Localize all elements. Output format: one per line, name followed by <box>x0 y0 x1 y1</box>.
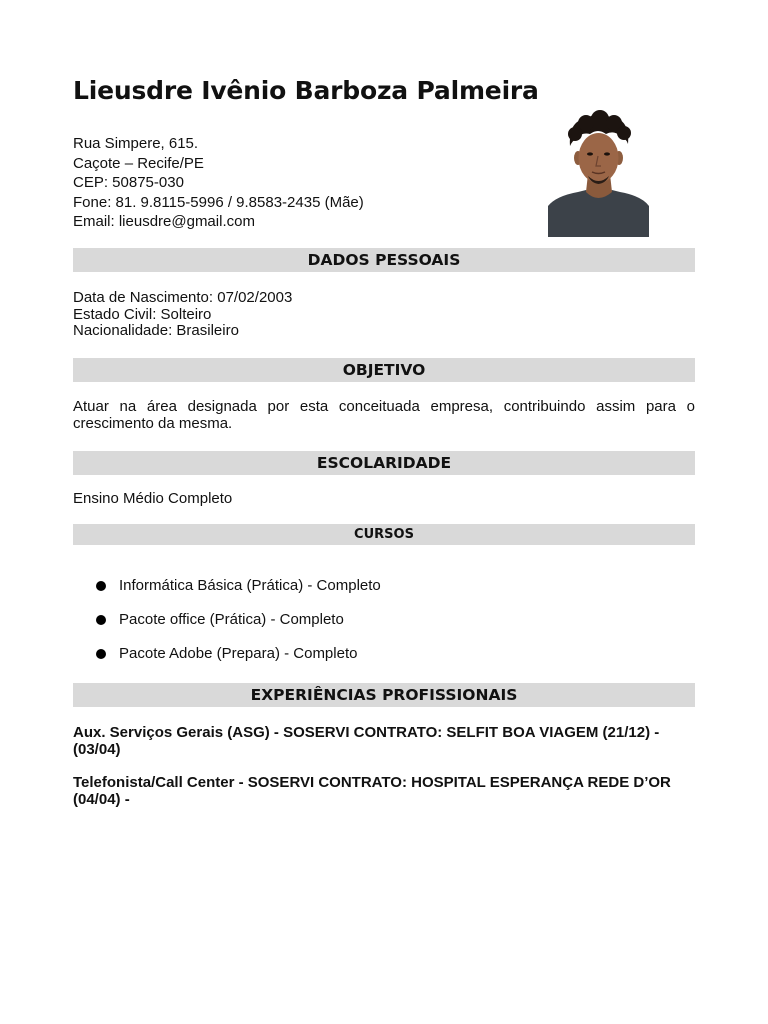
phone: Fone: 81. 9.8115-5996 / 9.8583-2435 (Mãe) <box>73 193 364 211</box>
personal-data <box>73 290 292 340</box>
email: Email: lieusdre@gmail.com <box>73 213 255 230</box>
course-label: Pacote office (Prática) - Completo <box>119 610 344 628</box>
address-line-1: Rua Simpere, 615. <box>73 135 199 152</box>
section-title-cursos: CURSOS <box>73 524 695 545</box>
address-line-2: Caçote – Recife/PE <box>73 154 204 172</box>
bullet-icon <box>96 581 106 591</box>
objective-text: Atuar na área designada por esta conceituada empresa, contribuindo assim para o crescimento da mesma. <box>73 398 695 432</box>
profile-photo <box>548 108 649 237</box>
list-item <box>96 636 381 670</box>
birth-date: Data de Nascimento: 07/02/2003 <box>73 289 293 306</box>
experience-item: Telefonista/Call Center - SOSERVI CONTRATO: HOSPITAL ESPERANÇA REDE D’OR (04/04) - <box>73 774 671 808</box>
bullet-icon <box>96 649 106 659</box>
section-title-dados-pessoais: DADOS PESSOAIS <box>73 248 695 272</box>
list-item <box>96 568 381 602</box>
courses-list <box>96 568 381 670</box>
contact-info <box>73 134 364 232</box>
section-title-experiencias: EXPERIÊNCIAS PROFISSIONAIS <box>73 683 695 707</box>
bullet-icon <box>96 615 106 625</box>
marital-status: Estado Civil: Solteiro <box>73 305 212 323</box>
resume-name: Lieusdre Ivênio Barboza Palmeira <box>73 76 539 105</box>
cep: CEP: 50875-030 <box>73 174 184 191</box>
section-title-objetivo: OBJETIVO <box>73 358 695 382</box>
nationality: Nacionalidade: Brasileiro <box>73 322 239 339</box>
section-title-escolaridade: ESCOLARIDADE <box>73 451 695 475</box>
course-label: Pacote Adobe (Prepara) - Completo <box>119 644 358 662</box>
education-text: Ensino Médio Completo <box>73 490 233 507</box>
experience-item: Aux. Serviços Gerais (ASG) - SOSERVI CONTRATO: SELFIT BOA VIAGEM (21/12) - (03/04) <box>73 724 660 758</box>
course-label: Informática Básica (Prática) - Completo <box>119 576 381 594</box>
list-item <box>96 602 381 636</box>
